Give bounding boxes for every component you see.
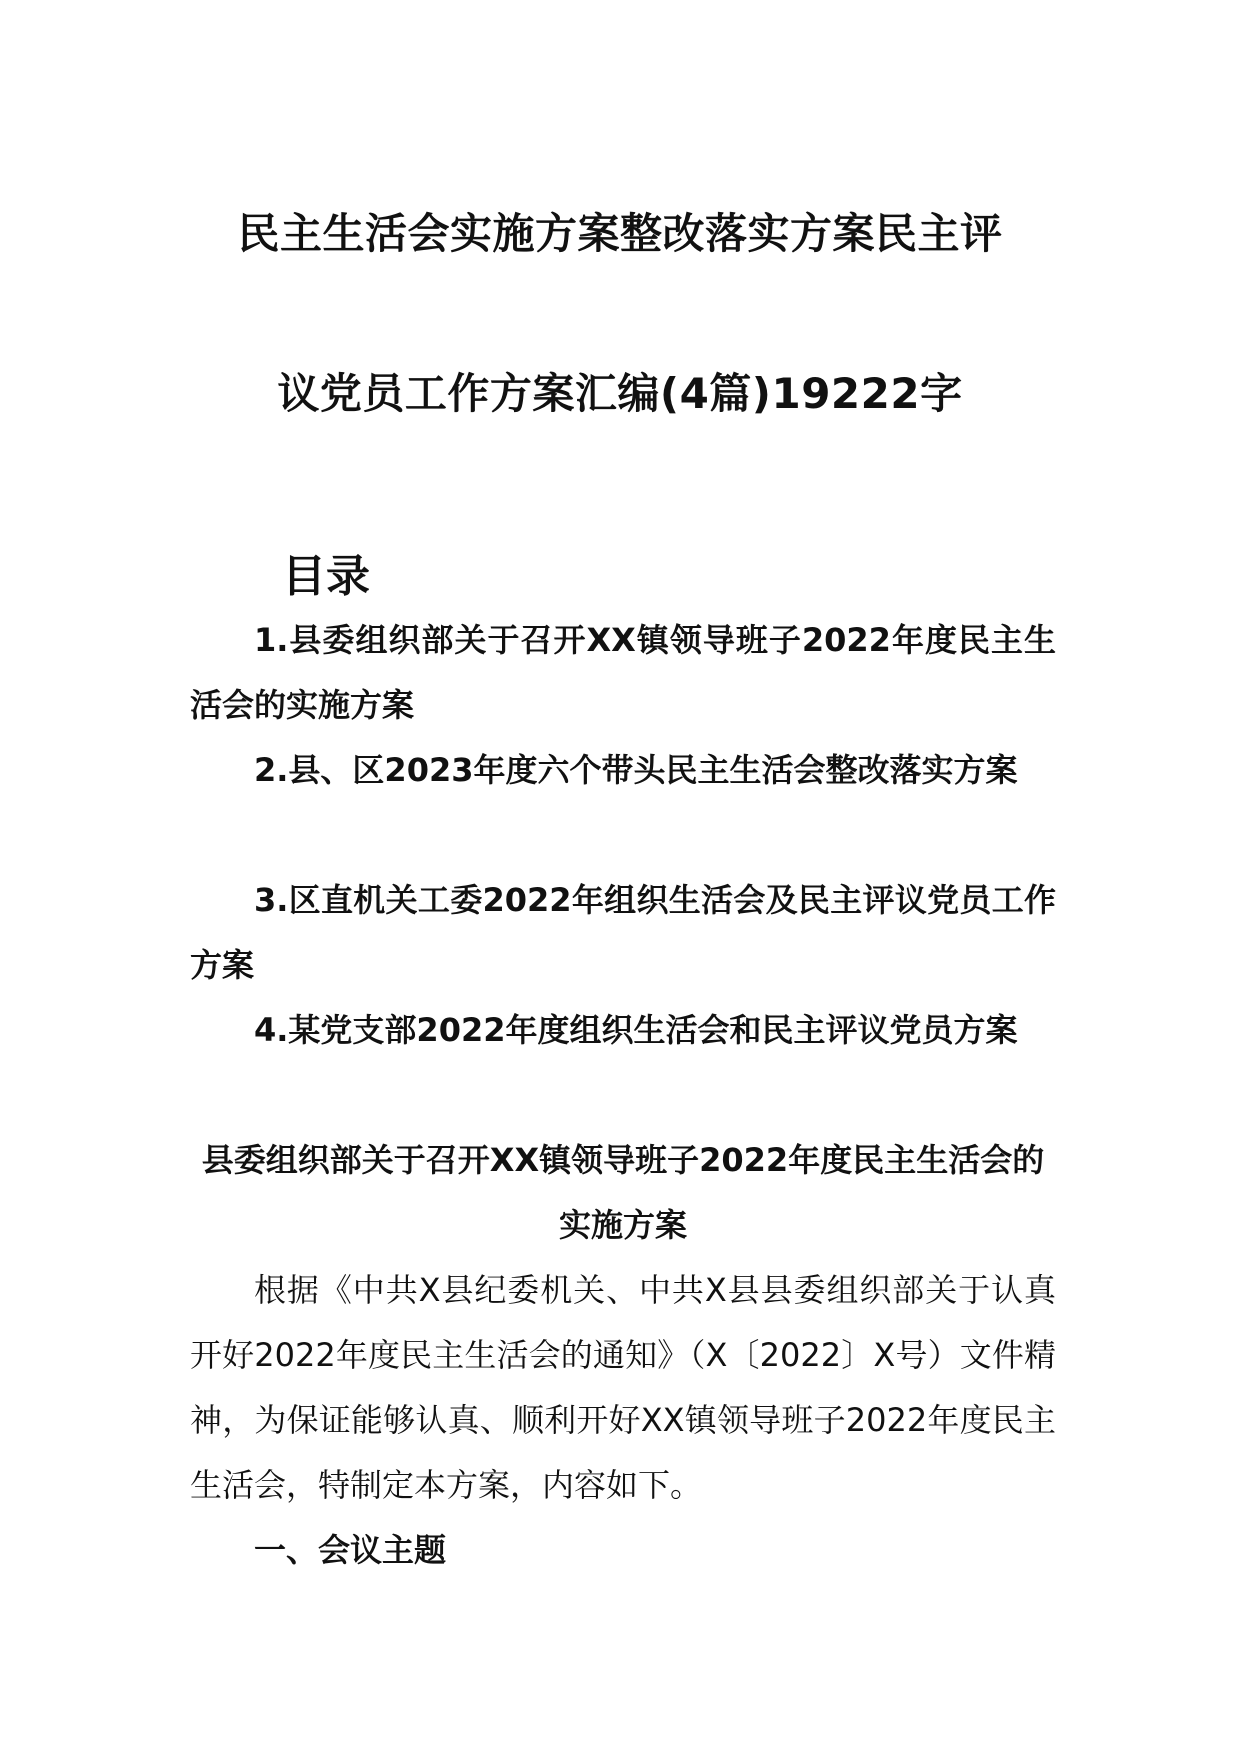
- toc-item-1: 1.县委组织部关于召开XX镇领导班子2022年度民主生活会的实施方案: [190, 621, 1056, 724]
- toc-heading: 目录: [282, 551, 370, 602]
- document-title-line-1: 民主生活会实施方案整改落实方案民主评: [237, 209, 1003, 258]
- section-title: 县委组织部关于召开XX镇领导班子2022年度民主生活会的实施方案: [201, 1141, 1045, 1244]
- section-body-paragraph: 根据《中共X县纪委机关、中共X县县委组织部关于认真开好2022年度民主生活会的通知》（X〔2022〕X号）文件精神，为保证能够认真、顺利开好XX镇领导班子2022年度民主生活会，特制定本方案，内容如下。: [190, 1271, 1056, 1504]
- toc-item-2: 2.县、区2023年度六个带头民主生活会整改落实方案: [254, 751, 1018, 789]
- document-title-line-2: 议党员工作方案汇编(4篇)19222字: [277, 369, 963, 418]
- toc-item-4: 4.某党支部2022年度组织生活会和民主评议党员方案: [254, 1011, 1018, 1049]
- section-subheading: 一、会议主题: [254, 1531, 447, 1569]
- toc-item-3: 3.区直机关工委2022年组织生活会及民主评议党员工作方案: [190, 881, 1056, 984]
